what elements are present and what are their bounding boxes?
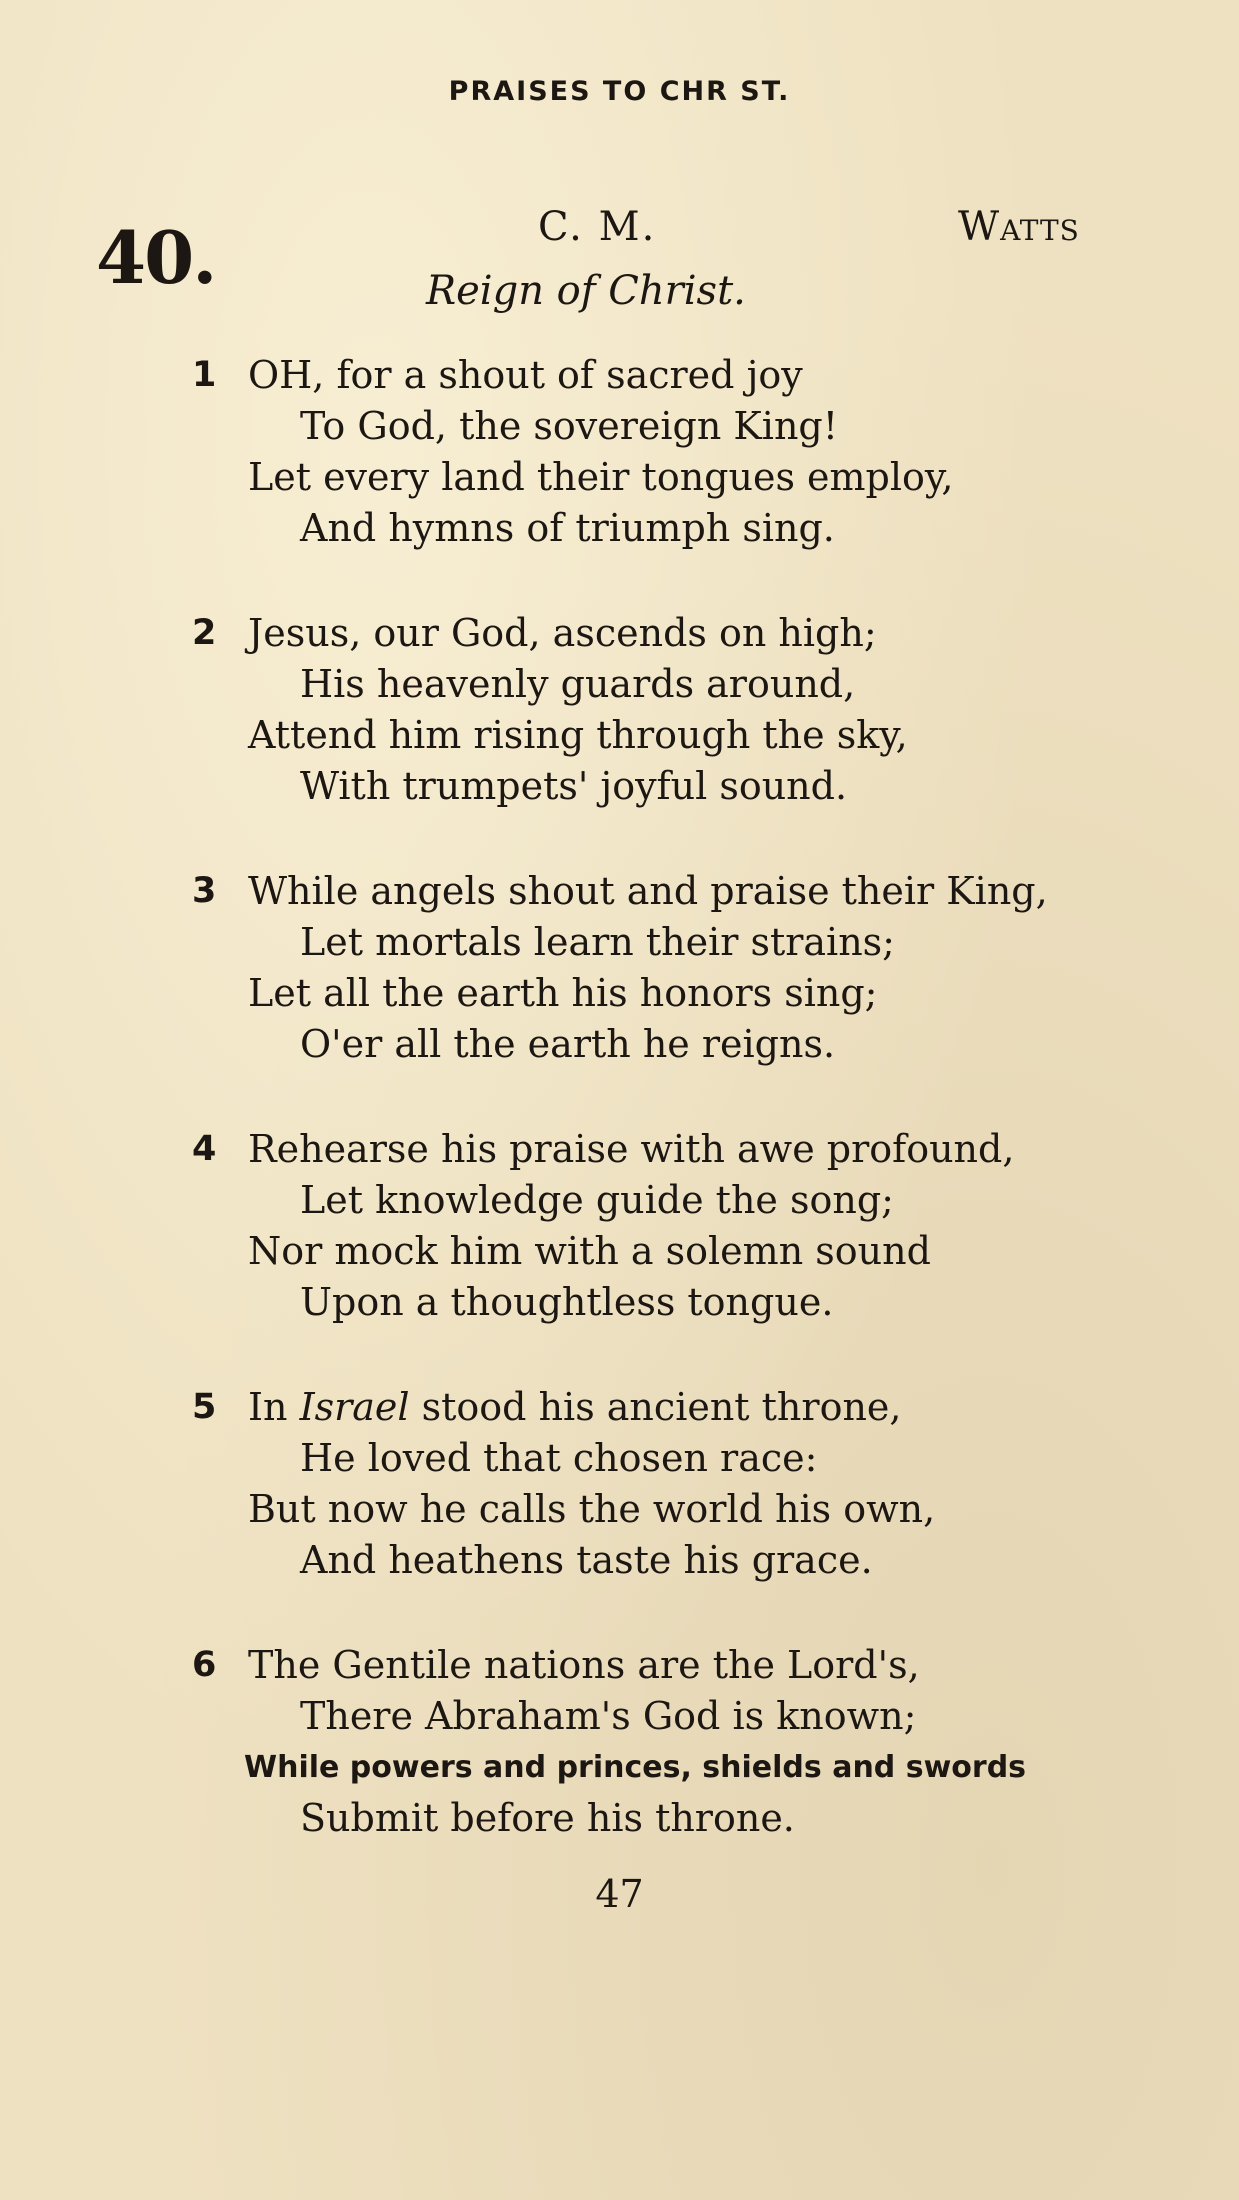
- verse-line: Let every land their tongues employ,: [248, 455, 954, 499]
- verse-line: While powers and princes, shields and swords: [244, 1750, 1027, 1785]
- hymn-meter: C. M.: [538, 204, 657, 250]
- running-head: PRAISES TO CHR ST.: [448, 76, 791, 107]
- verse-line: Nor mock him with a solemn sound: [248, 1229, 931, 1273]
- verse-line: Attend him rising through the sky,: [248, 713, 908, 757]
- verse-line: He loved that chosen race:: [300, 1436, 818, 1480]
- verse-number: 5: [192, 1387, 217, 1427]
- verse-line: And heathens taste his grace.: [300, 1538, 873, 1582]
- verse-line: There Abraham's God is known;: [300, 1694, 917, 1738]
- verse: [192, 866, 1196, 1070]
- verse-number: 6: [192, 1645, 217, 1685]
- verse-line: Submit before his throne.: [300, 1796, 795, 1840]
- hymn-number: 40.: [96, 215, 216, 300]
- verse-number: 2: [192, 613, 217, 653]
- verse-line: With trumpets' joyful sound.: [300, 764, 848, 808]
- verse-line: Upon a thoughtless tongue.: [300, 1280, 834, 1324]
- italic-word: Israel: [299, 1385, 410, 1429]
- verse-line: To God, the sovereign King!: [300, 404, 839, 448]
- verse: [192, 1382, 1196, 1586]
- verse-line: Let knowledge guide the song;: [300, 1178, 894, 1222]
- verse-line: [196, 1382, 1196, 1433]
- verse-line: His heavenly guards around,: [300, 662, 856, 706]
- verse-line: Jesus, our God, ascends on high;: [248, 611, 877, 655]
- hymn-subject: Reign of Christ.: [426, 268, 746, 314]
- verse-line: And hymns of triumph sing.: [300, 506, 835, 550]
- verse: [192, 1124, 1196, 1328]
- verse-line-text: In: [248, 1385, 300, 1429]
- verse-number: 1: [192, 355, 217, 395]
- verse: [192, 1640, 1196, 1844]
- verse-line: While angels shout and praise their King,: [248, 869, 1048, 913]
- verse-line: Let all the earth his honors sing;: [248, 971, 878, 1015]
- verse: [192, 350, 1196, 554]
- verse-line: The Gentile nations are the Lord's,: [248, 1643, 920, 1687]
- hymn-verses: [192, 350, 1196, 1898]
- hymn-author: Watts: [958, 204, 1080, 250]
- verse-number: 3: [192, 871, 217, 911]
- verse-line: Rehearse his praise with awe profound,: [248, 1127, 1015, 1171]
- verse-line: OH, for a shout of sacred joy: [248, 353, 803, 397]
- verse: [192, 608, 1196, 812]
- verse-line: Let mortals learn their strains;: [300, 920, 895, 964]
- verse-line: O'er all the earth he reigns.: [300, 1022, 836, 1066]
- verse-line: But now he calls the world his own,: [248, 1487, 936, 1531]
- verse-number: 4: [192, 1129, 217, 1169]
- page-number: 47: [595, 1872, 644, 1916]
- verse-line-text: stood his ancient throne,: [409, 1385, 902, 1429]
